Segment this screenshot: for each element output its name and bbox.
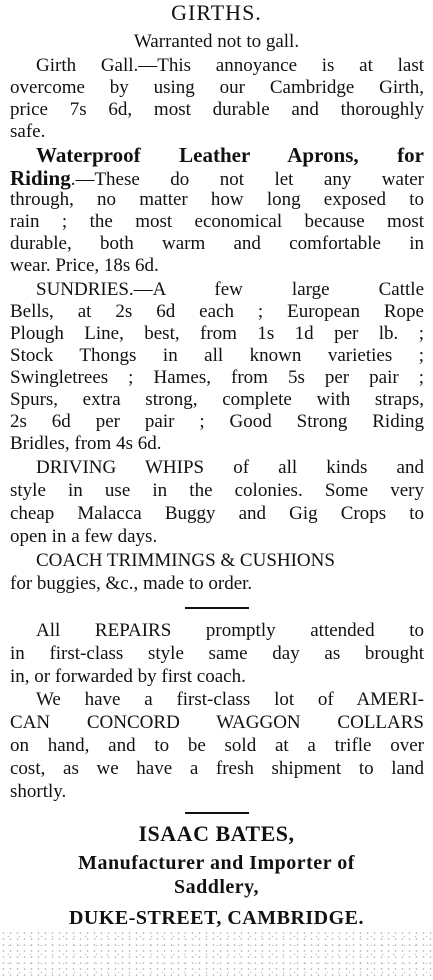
collars-line: CAN CONCORD WAGGON COLLARS bbox=[10, 712, 424, 733]
imprint-name: ISAAC BATES, bbox=[138, 821, 295, 846]
coach-line: COACH TRIMMINGS & CUSHIONS bbox=[36, 550, 335, 571]
girths-line: price 7s 6d, most durable and thoroughly bbox=[10, 99, 424, 120]
aprons-line: wear. Price, 18s 6d. bbox=[10, 255, 159, 276]
girths-line: safe. bbox=[10, 121, 46, 142]
aprons-line-first bbox=[10, 167, 424, 191]
whips-line: DRIVING WHIPS of all kinds and bbox=[36, 457, 424, 478]
girths-line: overcome by using our Cambridge Girth, bbox=[10, 77, 424, 98]
collars-line: on hand, and to be sold at a trifle over bbox=[10, 735, 424, 756]
collars-line: shortly. bbox=[10, 781, 67, 802]
sundries-line: 2s 6d per pair ; Good Strong Riding bbox=[10, 411, 424, 432]
sundries-line: Swingletrees ; Hames, from 5s per pair ; bbox=[10, 367, 424, 388]
collars-line: We have a first-class lot of AMERI- bbox=[36, 689, 424, 710]
sundries-line: Bells, at 2s 6d each ; European Rope bbox=[10, 301, 424, 322]
aprons-line: durable, both warm and comfortable in bbox=[10, 233, 424, 254]
repairs-line: in first-class style same day as brought bbox=[10, 643, 424, 664]
section-divider bbox=[185, 812, 249, 814]
whips-line: cheap Malacca Buggy and Gig Crops to bbox=[10, 503, 424, 524]
whips-line: open in a few days. bbox=[10, 526, 158, 547]
sundries-line: SUNDRIES.—A few large Cattle bbox=[36, 279, 424, 300]
whips-line: style in use in the colonies. Some very bbox=[10, 480, 424, 501]
sundries-line: Stock Thongs in all known varieties ; bbox=[10, 345, 424, 366]
aprons-heading-word: Riding bbox=[10, 166, 71, 190]
imprint-address: DUKE-STREET, CAMBRIDGE. bbox=[68, 907, 365, 929]
aprons-heading: Waterproof Leather Aprons, for bbox=[36, 143, 424, 167]
section-divider bbox=[185, 607, 249, 609]
repairs-line: in, or forwarded by first coach. bbox=[10, 666, 246, 687]
repairs-line: All REPAIRS promptly attended to bbox=[36, 620, 424, 641]
aprons-line: through, no matter how long exposed to bbox=[10, 189, 424, 210]
sundries-line: Spurs, extra strong, complete with straps, bbox=[10, 389, 424, 410]
girths-line: Girth Gall.—This annoyance is at last bbox=[36, 55, 424, 76]
print-noise bbox=[0, 930, 433, 980]
aprons-line: .—These do not let any water bbox=[70, 169, 424, 190]
girths-heading: GIRTHS. bbox=[171, 0, 262, 25]
sundries-line: Bridles, from 4s 6d. bbox=[10, 433, 162, 454]
imprint-role-continued: Saddlery, bbox=[173, 876, 260, 898]
coach-line: for buggies, &c., made to order. bbox=[10, 573, 253, 594]
aprons-line: rain ; the most economical because most bbox=[10, 211, 424, 232]
girths-subheading: Warranted not to gall. bbox=[133, 31, 300, 52]
imprint-role: Manufacturer and Importer of bbox=[78, 852, 355, 874]
sundries-line: Plough Line, best, from 1s 1d per lb. ; bbox=[10, 323, 424, 344]
collars-line: cost, as we have a fresh shipment to land bbox=[10, 758, 424, 779]
